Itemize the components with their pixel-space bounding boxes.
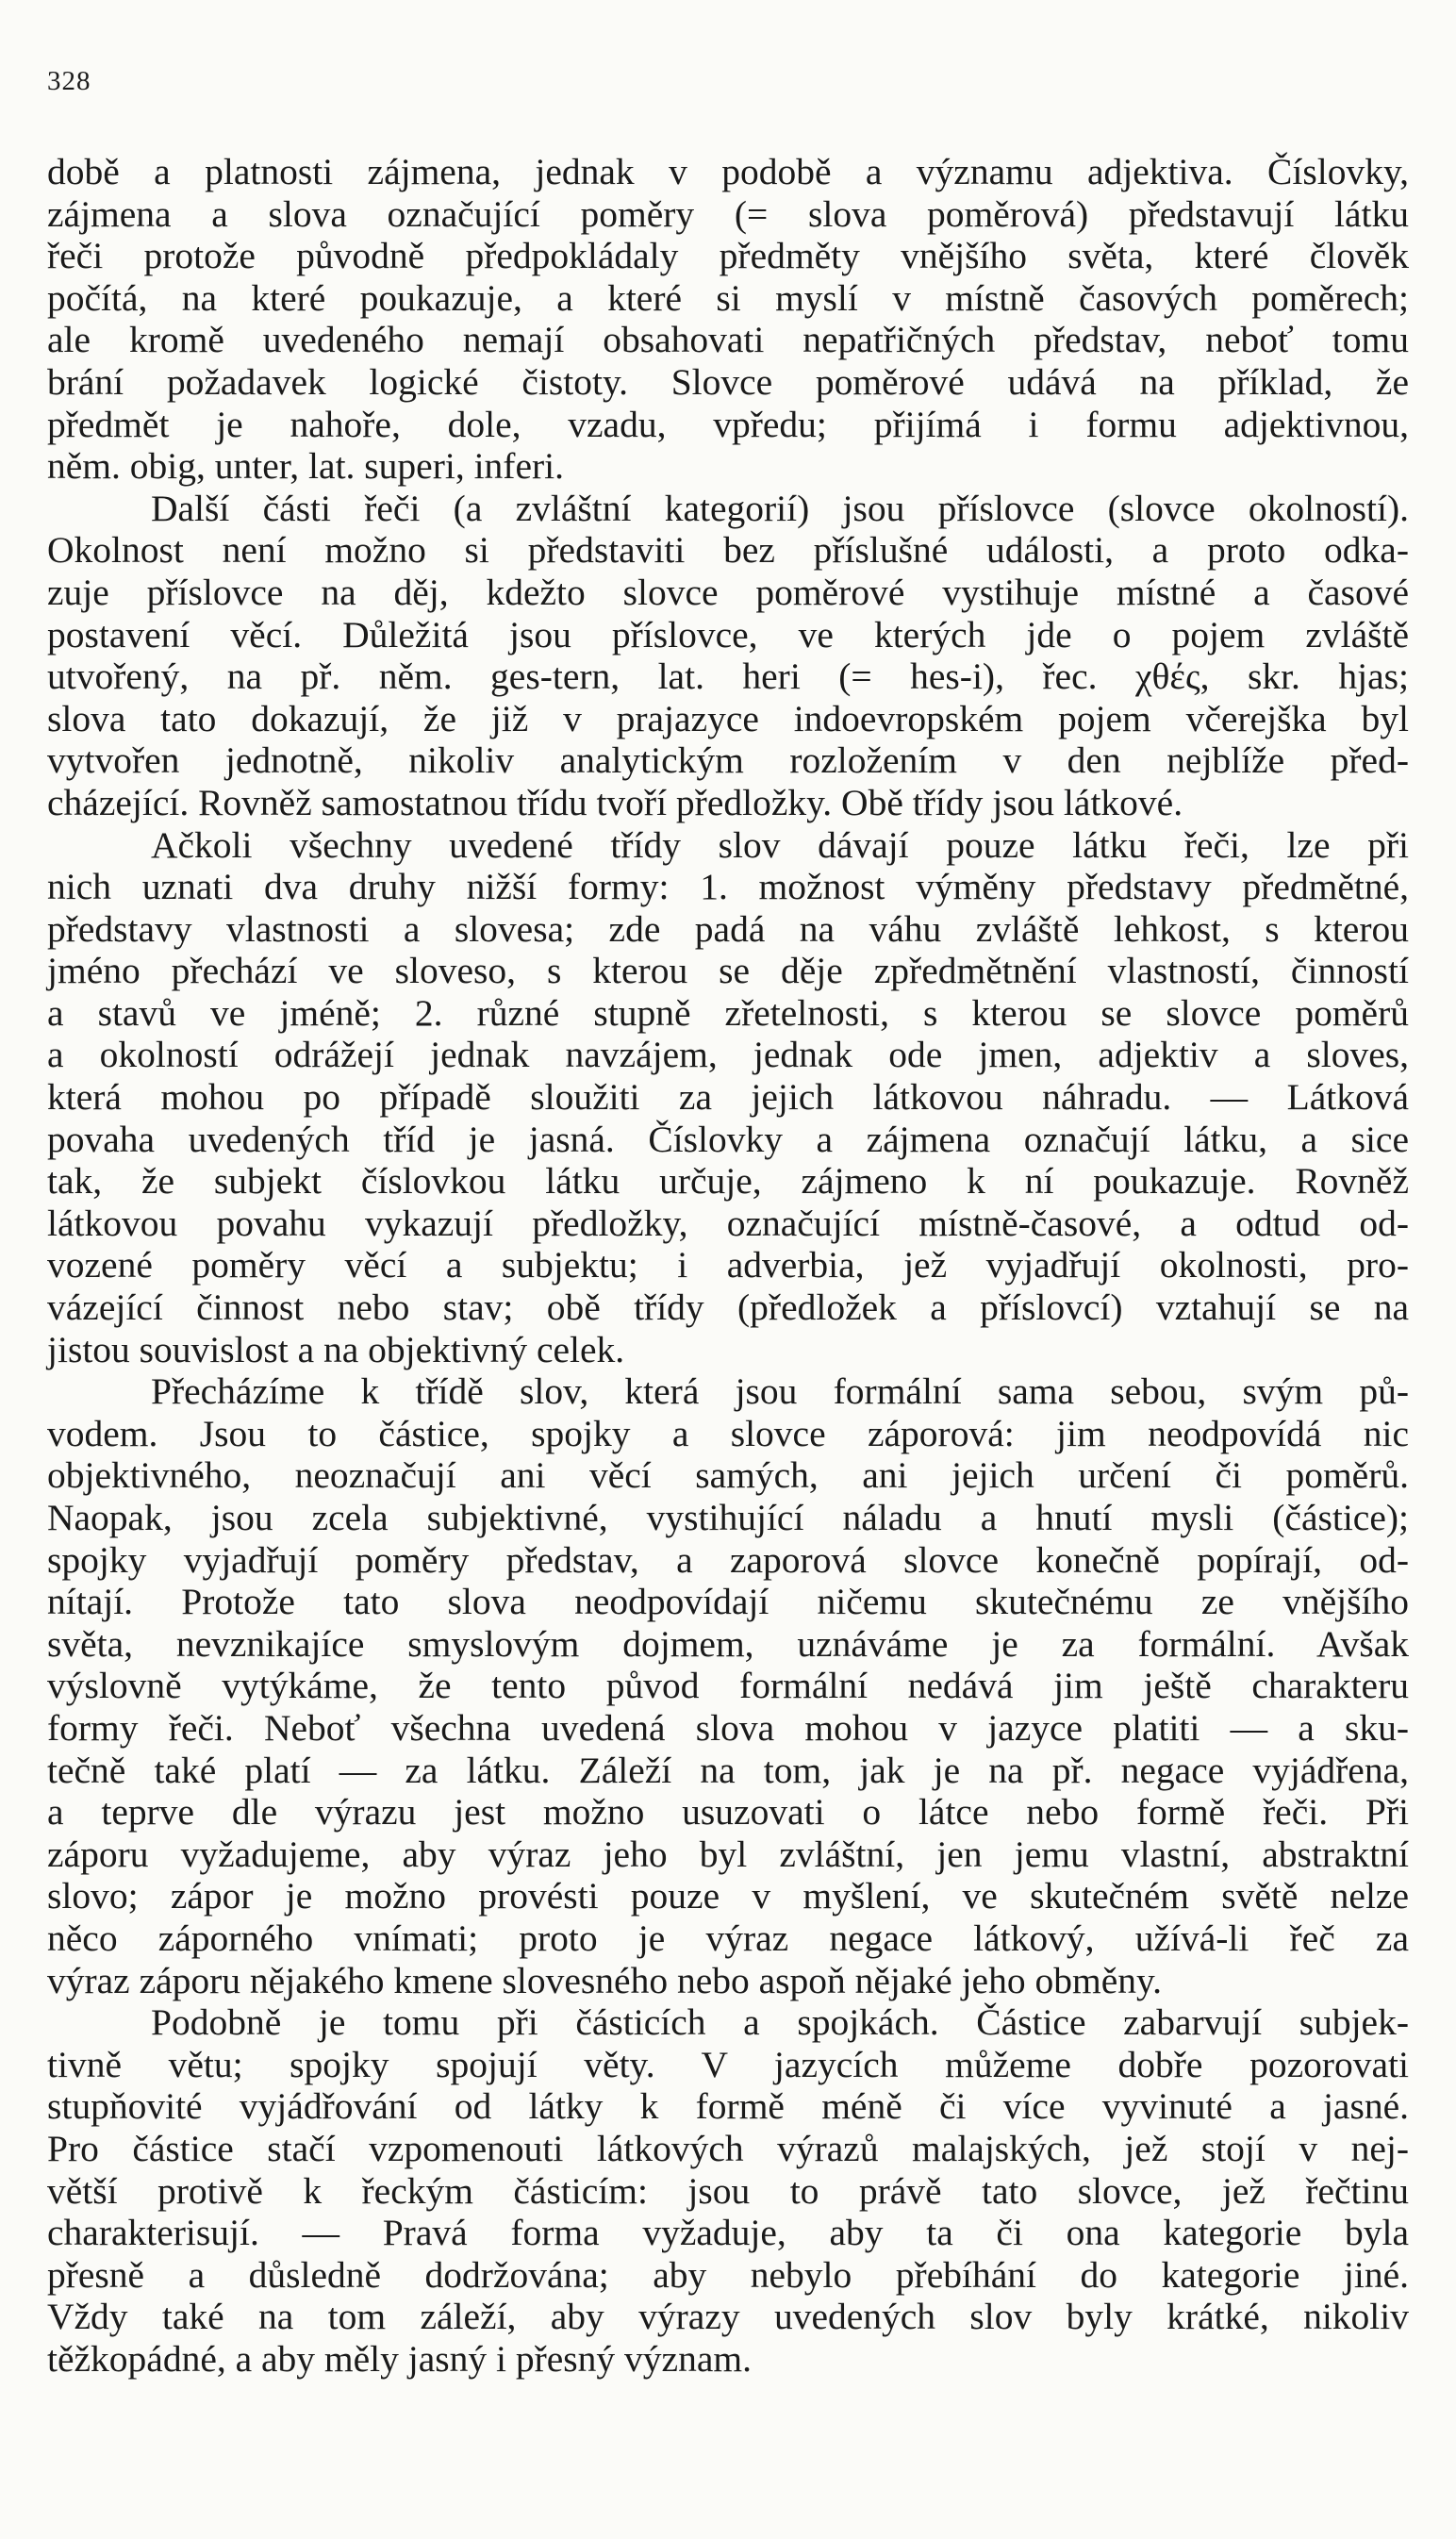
text-line: a teprve dle výrazu jest možno usuzovati o látce nebo formě řeči. Při <box>47 1791 1409 1834</box>
text-line: počítá, na které poukazuje, a které si myslí v místně časových poměrech; <box>47 276 1409 319</box>
text-line: charakterisují. — Pravá forma vyžaduje, aby ta či ona kategorie byla <box>47 2212 1409 2254</box>
text-line: objektivného, neoznačují ani věcí samých, ani jejich určení či poměrů. <box>47 1454 1409 1497</box>
text-line: vodem. Jsou to částice, spojky a slovce záporová: jim neodpovídá nic <box>47 1412 1409 1454</box>
text-line: záporu vyžadujeme, aby výraz jeho byl zvláštní, jen jemu vlastní, abstraktní <box>47 1833 1409 1875</box>
text-line: těžkopádné, a aby měly jasný i přesný význam. <box>47 2337 752 2380</box>
text-line: cházející. Rovněž samostatnou třídu tvoří předložky. Obě třídy jsou látkové. <box>47 781 1183 823</box>
text-line: výraz záporu nějakého kmene slovesného nebo aspoň nějaké jeho obměny. <box>47 1959 1163 2001</box>
text-line: Pro částice stačí vzpomenouti látkových výrazů malajských, jež stojí v nej- <box>47 2127 1409 2169</box>
text-line: formy řeči. Neboť všechna uvedená slova mohou v jazyce platiti — a sku- <box>47 1706 1409 1749</box>
text-line: zájmena a slova označující poměry (= slova poměrová) představují látku <box>47 192 1409 235</box>
text-line: která mohou po případě sloužiti za jejich látkovou náhradu. — Látková <box>47 1076 1409 1119</box>
text-line: Přecházíme k třídě slov, která jsou formální sama sebou, svým pů- <box>151 1370 1409 1413</box>
text-line: představy vlastnosti a slovesa; zde padá na váhu zvláště lehkost, s kterou <box>47 907 1409 950</box>
paragraph-5 <box>47 2001 1409 2380</box>
text-line: předmět je nahoře, dole, vzadu, vpředu; přijímá i formu adjektivnou, <box>47 403 1409 445</box>
text-line: slova tato dokazují, že již v prajazyce indoevropském pojem včerejška byl <box>47 697 1409 739</box>
text-line: nich uznati dva druhy nižší formy: 1. možnost výměny představy předmětné, <box>47 866 1409 908</box>
paragraph-1 <box>47 151 1409 488</box>
text-line: povaha uvedených tříd je jasná. Číslovky a zájmena označují látku, a sice <box>47 1118 1409 1160</box>
text-line: Další části řeči (a zvláštní kategorií) jsou příslovce (slovce okolností). <box>151 487 1409 529</box>
text-line: a okolností odrážejí jednak navzájem, jednak ode jmen, adjektiv a sloves, <box>47 1034 1409 1076</box>
text-line: vozené poměry věcí a subjektu; i adverbia, jež vyjadřují okolnosti, pro- <box>47 1244 1409 1286</box>
text-line: jméno přechází ve sloveso, s kterou se děje zpředmětnění vlastností, činností <box>47 950 1409 992</box>
text-line: Okolnost není možno si představiti bez příslušné události, a proto odka- <box>47 529 1409 572</box>
text-line: Ačkoli všechny uvedené třídy slov dávají pouze látku řeči, lze při <box>151 823 1409 866</box>
text-line: látkovou povahu vykazují předložky, označující místně-časové, a odtud od- <box>47 1202 1409 1244</box>
text-line: světa, nevznikajíce smyslovým dojmem, uznáváme je za formální. Avšak <box>47 1622 1409 1665</box>
text-line: výslovně vytýkáme, že tento původ formální nedává jim ještě charakteru <box>47 1665 1409 1707</box>
text-line: řeči protože původně předpokládaly předměty vnějšího světa, které člověk <box>47 235 1409 277</box>
text-line: něco záporného vnímati; proto je výraz negace látkový, užívá-li řeč za <box>47 1917 1409 1959</box>
text-line: nítají. Protože tato slova neodpovídají ničemu skutečnému ze vnějšího <box>47 1581 1409 1623</box>
text-line: ale kromě uvedeného nemají obsahovati nepatřičných představ, neboť tomu <box>47 319 1409 361</box>
text-line: tak, že subjekt číslovkou látku určuje, zájmeno k ní poukazuje. Rovněž <box>47 1160 1409 1203</box>
paragraph-3 <box>47 824 1409 1371</box>
paragraph-4 <box>47 1370 1409 2001</box>
page-number: 328 <box>47 66 91 96</box>
text-line: něm. obig, unter, lat. superi, inferi. <box>47 445 564 488</box>
text-line: vytvořen jednotně, nikoliv analytickým rozložením v den nejblíže před- <box>47 739 1409 782</box>
text-line: větší protivě k řeckým částicím: jsou to právě tato slovce, jež řečtinu <box>47 2169 1409 2212</box>
text-line: Vždy také na tom záleží, aby výrazy uvedených slov byly krátké, nikoliv <box>47 2296 1409 2338</box>
text-line: tečně také platí — za látku. Záleží na tom, jak je na př. negace vyjádřena, <box>47 1749 1409 1791</box>
paragraph-2 <box>47 488 1409 824</box>
text-line: jistou souvislost a na objektivný celek. <box>47 1328 625 1370</box>
text-line: spojky vyjadřují poměry představ, a zaporová slovce konečně popírají, od- <box>47 1538 1409 1581</box>
text-line: Podobně je tomu při částicích a spojkách. Částice zabarvují subjek- <box>151 2001 1409 2044</box>
text-line: zuje příslovce na děj, kdežto slovce poměrové vystihuje místné a časové <box>47 571 1409 613</box>
text-line: Naopak, jsou zcela subjektivné, vystihující náladu a hnutí mysli (částice); <box>47 1497 1409 1538</box>
text-line: přesně a důsledně dodržována; aby nebylo přebíhání do kategorie jiné. <box>47 2253 1409 2296</box>
text-line: tivně větu; spojky spojují věty. V jazycích můžeme dobře pozorovati <box>47 2043 1409 2085</box>
text-line: a stavů ve jméně; 2. různé stupně zřetelnosti, s kterou se slovce poměrů <box>47 991 1409 1034</box>
text-line: vázející činnost nebo stav; obě třídy (předložek a příslovcí) vztahují se na <box>47 1286 1409 1329</box>
body-text <box>47 151 1409 2380</box>
text-line: době a platnosti zájmena, jednak v podobě a významu adjektiva. Číslovky, <box>47 151 1409 192</box>
text-line: utvořený, na př. něm. ges-tern, lat. heri (= hes-i), řec. χθές, skr. hjas; <box>47 655 1409 698</box>
text-line: slovo; zápor je možno provésti pouze v myšlení, ve skutečném světě nelze <box>47 1875 1409 1917</box>
text-line: postavení věcí. Důležitá jsou příslovce, ve kterých jde o pojem zvláště <box>47 613 1409 655</box>
text-line: stupňovité vyjádřování od látky k formě méně či více vyvinuté a jasné. <box>47 2085 1409 2128</box>
text-line: brání požadavek logické čistoty. Slovce poměrové udává na příklad, že <box>47 360 1409 403</box>
